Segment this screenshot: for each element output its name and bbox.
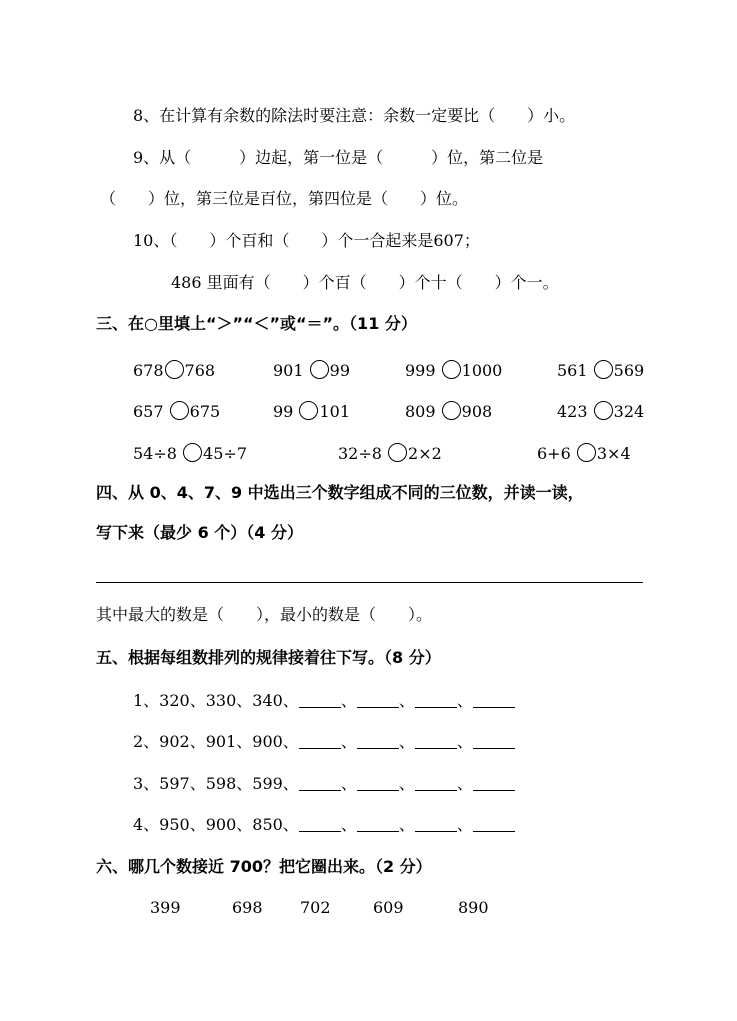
candidate-number[interactable]: 702	[300, 898, 331, 917]
section-5-title: 五、根据每组数排列的规律接着往下写。（8 分）	[96, 648, 441, 667]
section-4-title-line1: 四、从 0、4、7、9 中选出三个数字组成不同的三位数，并读一读，	[96, 483, 584, 502]
compare-item: 999 1000	[405, 361, 503, 380]
answer-blank[interactable]	[299, 817, 341, 832]
compare-circle[interactable]	[594, 360, 613, 379]
answer-blank[interactable]	[473, 776, 515, 791]
answer-blank[interactable]	[299, 693, 341, 708]
question-10-line1: 10、（ ）个百和（ ）个一合起来是607；	[133, 231, 480, 250]
section-6-title: 六、哪几个数接近 700？把它圈出来。（2 分）	[96, 857, 432, 876]
answer-blank[interactable]	[299, 734, 341, 749]
answer-blank[interactable]	[415, 776, 457, 791]
compare-item: 54÷8 45÷7	[133, 444, 247, 463]
compare-circle[interactable]	[442, 360, 461, 379]
question-10-line2: 486 里面有（ ）个百（ ）个十（ ）个一。	[171, 273, 559, 292]
candidate-number[interactable]: 698	[232, 898, 263, 917]
section-4-title-line2: 写下来（最少 6 个）（4 分）	[96, 523, 303, 542]
sequence-row: 3、597、598、599、 、 、 、	[133, 774, 515, 794]
compare-item: 678 768	[133, 361, 216, 380]
answer-blank[interactable]	[473, 693, 515, 708]
sequence-row: 2、902、901、900、 、 、 、	[133, 732, 515, 752]
answer-blank[interactable]	[357, 693, 399, 708]
compare-item: 99 101	[273, 402, 350, 421]
compare-circle[interactable]	[165, 360, 184, 379]
answer-blank[interactable]	[473, 817, 515, 832]
candidate-number[interactable]: 609	[373, 898, 404, 917]
compare-circle[interactable]	[388, 443, 407, 462]
compare-circle[interactable]	[170, 401, 189, 420]
compare-item: 6+6 3×4	[537, 444, 631, 463]
answer-blank[interactable]	[357, 734, 399, 749]
compare-circle[interactable]	[577, 443, 596, 462]
question-9-line1: 9、从（ ）边起，第一位是（ ）位，第二位是	[133, 148, 544, 167]
candidate-number[interactable]: 399	[150, 898, 181, 917]
answer-blank[interactable]	[357, 776, 399, 791]
question-8: 8、在计算有余数的除法时要注意：余数一定要比（ ）小。	[133, 106, 576, 125]
section-4-answer-line: 其中最大的数是（ ），最小的数是（ ）。	[96, 605, 433, 624]
answer-blank[interactable]	[415, 817, 457, 832]
answer-blank[interactable]	[415, 734, 457, 749]
answer-blank[interactable]	[357, 817, 399, 832]
compare-circle[interactable]	[183, 443, 202, 462]
compare-item: 561 569	[557, 361, 645, 380]
compare-item: 657 675	[133, 402, 221, 421]
answer-blank[interactable]	[473, 734, 515, 749]
compare-item: 32÷8 2×2	[338, 444, 442, 463]
compare-item: 809 908	[405, 402, 493, 421]
section-3-title: 三、在○里填上“＞”“＜”或“＝”。（11 分）	[96, 314, 417, 333]
compare-circle[interactable]	[299, 401, 318, 420]
compare-circle[interactable]	[442, 401, 461, 420]
sequence-row: 1、320、330、340、 、 、 、	[133, 691, 515, 711]
answer-blank[interactable]	[299, 776, 341, 791]
compare-circle[interactable]	[594, 401, 613, 420]
sequence-row: 4、950、900、850、 、 、 、	[133, 815, 515, 835]
compare-circle[interactable]	[310, 360, 329, 379]
compare-item: 901 99	[273, 361, 350, 380]
answer-write-line[interactable]	[96, 582, 643, 583]
compare-item: 423 324	[557, 402, 645, 421]
candidate-number[interactable]: 890	[458, 898, 489, 917]
question-9-line2: （ ）位，第三位是百位，第四位是（ ）位。	[100, 189, 469, 208]
answer-blank[interactable]	[415, 693, 457, 708]
